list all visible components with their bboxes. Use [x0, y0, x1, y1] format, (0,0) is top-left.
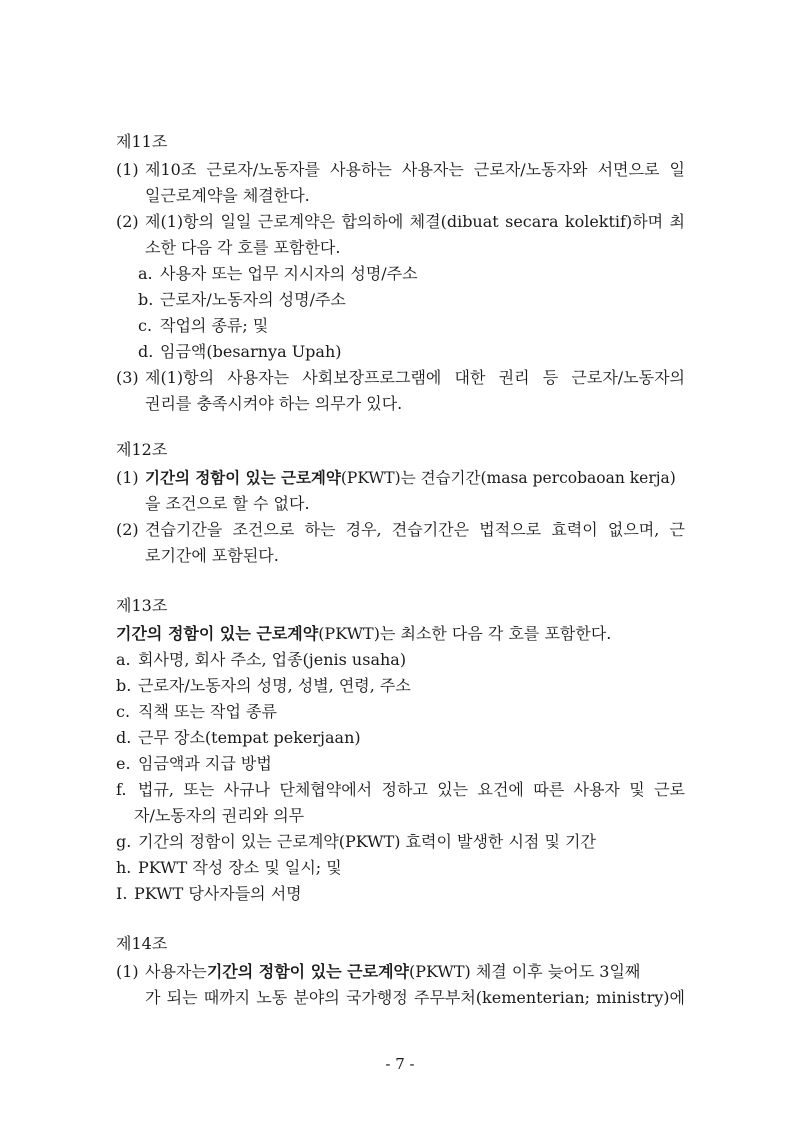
article-14-heading: 제14조	[116, 934, 168, 953]
a14-item-1-line-2: 가 되는 때까지 노동 분야의 국가행정 주무부처(kementerian; ministry)에	[145, 988, 685, 1007]
a13-sub-d: d. 근무 장소(tempat pekerjaan)	[116, 728, 361, 747]
a12-item-1-line-2: 을 조건으로 할 수 없다.	[145, 494, 310, 513]
a12-bold-term: 기간의 정함이 있는 근로계약	[145, 468, 341, 487]
a11-sub-b: b. 근로자/노동자의 성명/주소	[138, 290, 346, 309]
a13-sub-g: g. 기간의 정함이 있는 근로계약(PKWT) 효력이 발생한 시점 및 기간	[116, 832, 596, 851]
article-12-heading: 제12조	[116, 440, 168, 459]
a12-item-2-line-2: 로기간에 포함된다.	[145, 546, 279, 565]
a13-intro: 기간의 정함이 있는 근로계약(PKWT)는 최소한 다음 각 호를 포함한다.	[0, 620, 800, 648]
a13-sub-b: b. 근로자/노동자의 성명, 성별, 연령, 주소	[116, 676, 411, 695]
a13-sub-i: I. PKWT 당사자들의 서명	[116, 884, 302, 903]
a11-item-1-line-2: 일근로계약을 체결한다.	[145, 186, 310, 205]
a11-item-2-line-1: (2) 제(1)항의 일일 근로계약은 합의하에 체결(dibuat secara kolektif)하며 최	[116, 212, 685, 231]
a13-sub-h: h. PKWT 작성 장소 및 일시; 및	[116, 858, 342, 877]
article-11-heading: 제11조	[116, 132, 168, 151]
a12-item-2-line-1: (2) 견습기간을 조건으로 하는 경우, 견습기간은 법적으로 효력이 없으며, 근	[116, 520, 685, 539]
a14-bold-term: 기간의 정함이 있는 근로계약	[206, 962, 410, 981]
a11-sub-d: d. 임금액(besarnya Upah)	[138, 342, 342, 361]
a11-item-3-line-2: 권리를 충족시켜야 하는 의무가 있다.	[145, 394, 403, 413]
article-13-heading: 제13조	[116, 596, 168, 615]
a11-item-1-line-1: (1) 제10조 근로자/노동자를 사용하는 사용자는 근로자/노동자와 서면으로 일	[116, 160, 685, 179]
a13-bold-term: 기간의 정함이 있는 근로계약	[116, 624, 319, 643]
a14-item-1-line-1: (1) 사용자는기간의 정함이 있는 근로계약(PKWT) 체결 이후 늦어도 3일째	[0, 958, 800, 986]
a11-item-3-line-1: (3) 제(1)항의 사용자는 사회보장프로그램에 대한 권리 등 근로자/노동자의	[116, 368, 685, 387]
page-number: - 7 -	[385, 1055, 415, 1073]
a13-sub-a: a. 회사명, 회사 주소, 업종(jenis usaha)	[116, 650, 407, 669]
a13-sub-f-line-2: 자/노동자의 권리와 의무	[134, 806, 305, 825]
a11-item-2-line-2: 소한 다음 각 호를 포함한다.	[145, 238, 341, 257]
a13-sub-f-line-1: f. 법규, 또는 사규나 단체협약에서 정하고 있는 요건에 따른 사용자 및 근로	[116, 780, 685, 799]
a13-sub-e: e. 임금액과 지급 방법	[116, 754, 272, 773]
a13-sub-c: c. 직책 또는 작업 종류	[116, 702, 277, 721]
a11-sub-c: c. 작업의 종류; 및	[138, 316, 269, 335]
a12-item-1-line-1: (1) 기간의 정함이 있는 근로계약(PKWT)는 견습기간(masa percobaoan kerja)	[0, 464, 800, 492]
a11-sub-a: a. 사용자 또는 업무 지시자의 성명/주소	[138, 264, 418, 283]
